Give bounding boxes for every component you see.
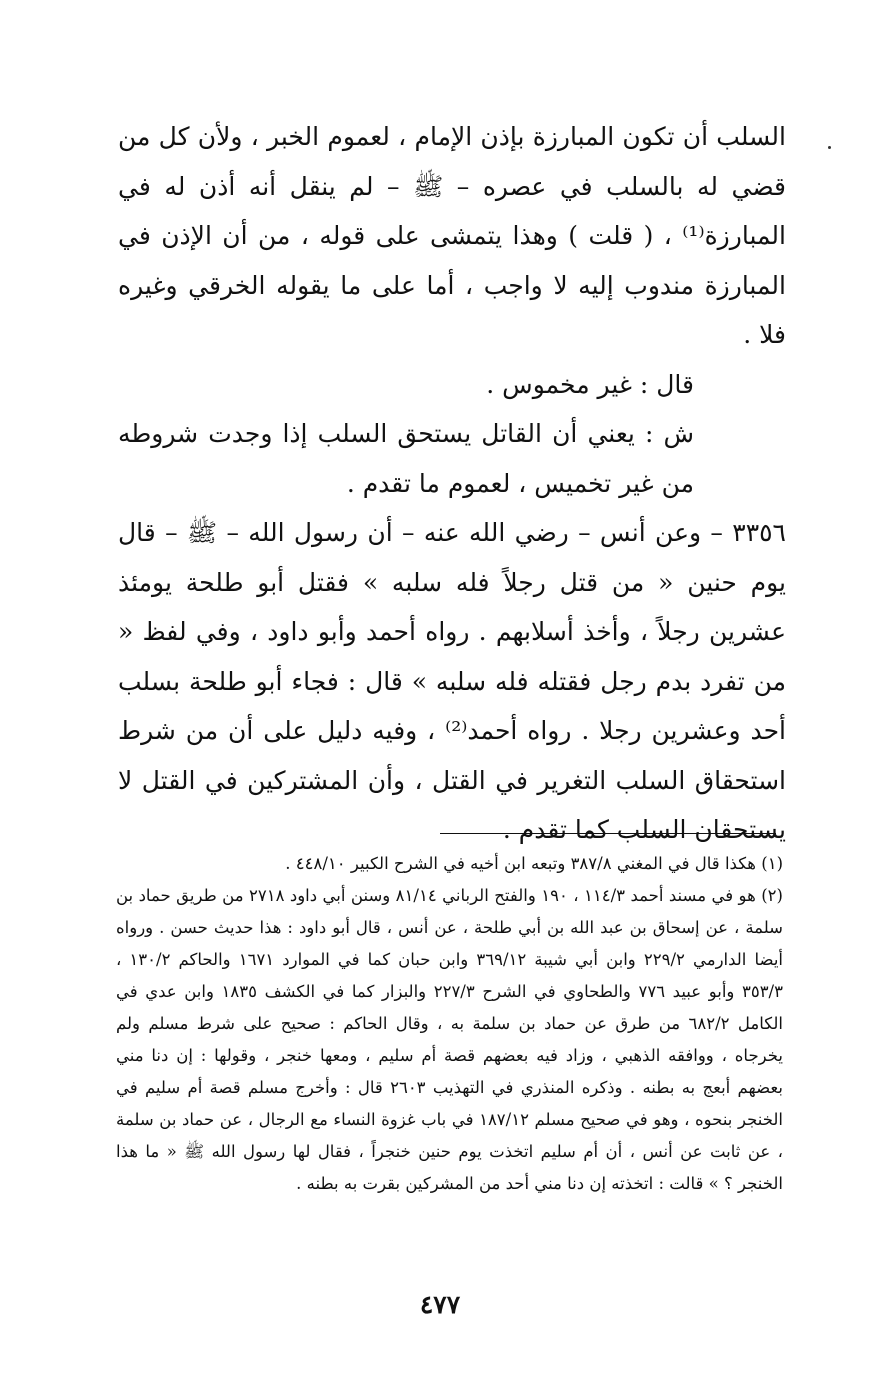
page-number: ٤٧٧ [419,1290,461,1319]
commentary-paragraph: السلب أن تكون المبارزة بإذن الإمام ، لعموم الخبر ، ولأن كل من قضي له بالسلب في عصره – ﷺ – لم ينقل أنه أذن له في المبارزة⁽¹⁾ ، ( قلت ) وهذا يتمشى على قوله ، من أن الإذن في المبارزة مندوب إليه لا واجب ، أما على ما يقوله الخرقي وغيره فلا . [118,122,786,349]
hadith-text: – وعن أنس – رضي الله عنه – أن رسول الله – ﷺ – قال يوم حنين « من قتل رجلاً فله سلبه » فقتل أبو طلحة يومئذ عشرين رجلاً ، وأخذ أسلابهم . رواه أحمد وأبو داود ، وفي لفظ « من تفرد بدم رجل فقتله فله سلبه » قال : فجاء أبو طلحة بسلب أحد وعشرين رجلا . رواه أحمد⁽²⁾ ، وفيه دليل على أن من شرط استحقاق السلب التغرير في القتل ، وأن المشتركين في القتل لا يستحقان السلب كما تقدم . [118,518,786,844]
main-text [118,112,786,855]
hadith-paragraph [118,508,786,855]
footnote-1: (١) هكذا قال في المغني ٣٨٧/٨ وتبعه ابن أخيه في الشرح الكبير ٤٤٨/١٠ . [285,854,783,873]
margin-mark [828,146,831,149]
footnote-2: (٢) هو في مسند أحمد ١١٤/٣ ، ١٩٠ والفتح الرباني ٨١/١٤ وسنن أبي داود ٢٧١٨ من طريق حماد بن سلمة ، عن إسحاق بن عبد الله بن أبي طلحة ، عن أنس ، قال أبو داود : هذا حديث حسن . ورواه أيضا الدارمي ٢٢٩/٢ وابن أبي شيبة ٣٦٩/١٢ وابن حبان كما في الموارد ١٦٧١ والحاكم ١٣٠/٢ ، ٣٥٣/٣ وأبو عبيد ٧٧٦ والطحاوي في الشرح ٢٢٧/٣ والبزار كما في الكشف ١٨٣٥ وابن عدي في الكامل ٦٨٢/٢ من طرق عن حماد بن سلمة به ، وقال الحاكم : صحيح على شرط مسلم ولم يخرجاه ، ووافقه الذهبي ، وزاد فيه بعضهم قصة أم سليم ، ومعها خنجر ، وقولها : إن دنا مني بعضهم أبعج به بطنه . وذكره المنذري في التهذيب ٢٦٠٣ قال : وأخرج مسلم قصة أم سليم في الخنجر بنحوه ، وهو في صحيح مسلم ١٨٧/١٢ في باب غزوة النساء مع الرجال ، عن حماد بن سلمة ، عن ثابت عن أنس ، أن أم سليم اتخذت يوم حنين خنجراً ، فقال لها رسول الله ﷺ « ما هذا الخنجر ؟ » قالت : اتخذته إن دنا مني أحد من المشركين بقرت به بطنه . [116,886,783,1193]
hadith-number: ٣٣٥٦ [732,518,786,547]
sharh-paragraph: ش : يعني أن القاتل يستحق السلب إذا وجدت شروطه من غير تخميس ، لعموم ما تقدم . [118,419,694,498]
matn-line: قال : غير مخموس . [486,369,694,399]
footnote-divider [440,833,776,834]
footnotes [116,848,783,1200]
